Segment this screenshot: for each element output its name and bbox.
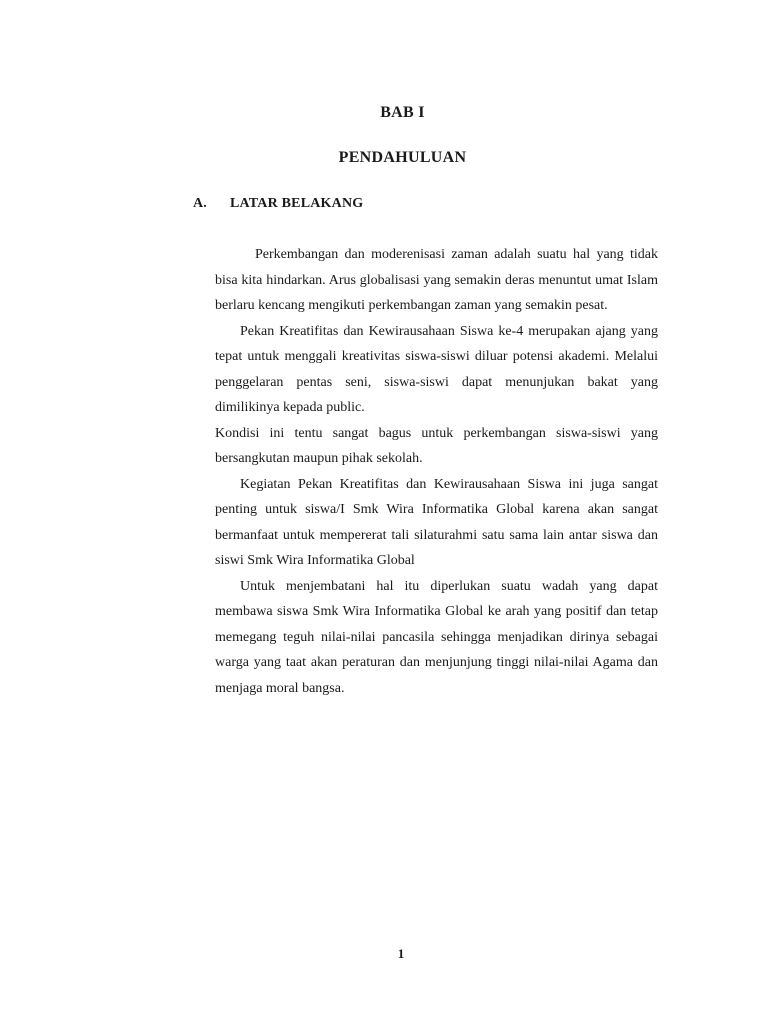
section-heading — [193, 196, 363, 212]
page-number: 1 — [397, 946, 405, 961]
paragraph-1: Perkembangan dan moderenisasi zaman adalah suatu hal yang tidak bisa kita hindarkan. Arus globalisasi yang semakin deras menuntut umat Islam berlaru kencang mengikuti perkembangan zaman yang semakin pesat. — [215, 247, 658, 313]
body-text — [215, 242, 658, 701]
section-marker: A. — [193, 196, 208, 211]
paragraph-3: Kondisi ini tentu sangat bagus untuk perkembangan siswa-siswi yang bersangkutan maupun pihak sekolah. — [215, 425, 658, 466]
paragraph-5: Untuk menjembatani hal itu diperlukan suatu wadah yang dapat membawa siswa Smk Wira Informatika Global ke arah yang positif dan tetap memegang teguh nilai-nilai pancasila sehingga menjadikan dirinya sebagai warga yang taat akan peraturan dan menjunjung tinggi nilai-nilai Agama dan menjaga moral bangsa. — [215, 578, 658, 696]
paragraph-4: Kegiatan Pekan Kreatifitas dan Kewirausahaan Siswa ini juga sangat penting untuk siswa/I Smk Wira Informatika Global karena akan sangat bermanfaat untuk mempererat tali silaturahmi satu sama lain antar siswa dan siswi Smk Wira Informatika Global — [215, 476, 658, 568]
chapter-heading: BAB I — [380, 104, 425, 121]
paragraph-2: Pekan Kreatifitas dan Kewirausahaan Siswa ke-4 merupakan ajang yang tepat untuk menggali kreativitas siswa-siswi diluar potensi akademi. Melalui penggelaran pentas seni, siswa-siswi dapat menunjukan bakat yang dimilikinya kepada public. — [215, 323, 658, 415]
section-heading-text: LATAR BELAKANG — [230, 196, 364, 211]
chapter-title: PENDAHULUAN — [338, 149, 467, 166]
